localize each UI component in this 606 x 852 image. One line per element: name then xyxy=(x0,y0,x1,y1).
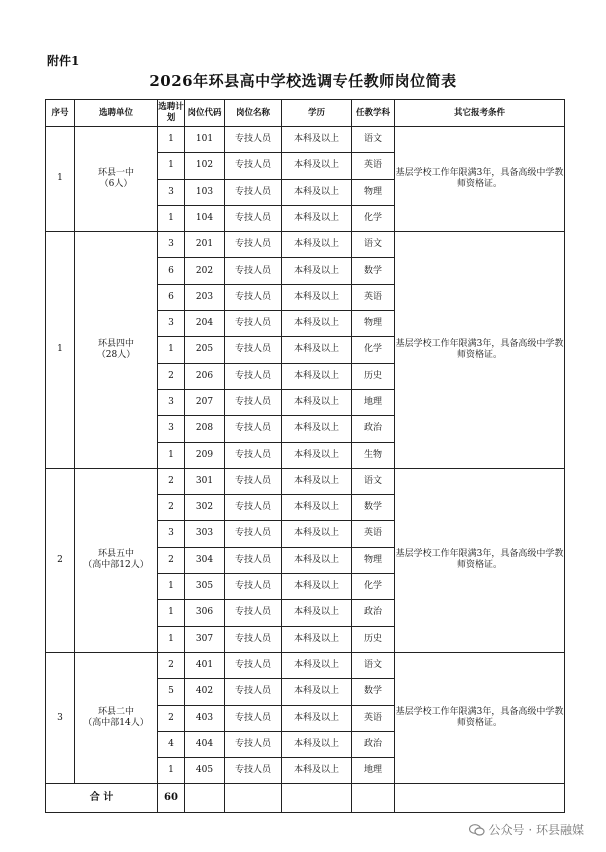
table-row xyxy=(46,652,565,678)
plan-cell: 3 xyxy=(158,311,185,337)
education-cell: 本科及以上 xyxy=(282,574,352,600)
conditions-cell: 基层学校工作年限满3年，具备高级中学教师资格证。 xyxy=(395,232,565,469)
education-cell: 本科及以上 xyxy=(282,705,352,731)
seq-cell: 3 xyxy=(46,652,75,783)
post-name-cell: 专技人员 xyxy=(225,652,282,678)
subject-cell: 数学 xyxy=(352,495,395,521)
total-empty-cell xyxy=(352,784,395,813)
education-cell: 本科及以上 xyxy=(282,416,352,442)
unit-count: （高中部12人） xyxy=(83,560,149,571)
subject-cell: 政治 xyxy=(352,600,395,626)
education-cell: 本科及以上 xyxy=(282,363,352,389)
post-name-cell: 专技人员 xyxy=(225,179,282,205)
post-name-cell: 专技人员 xyxy=(225,547,282,573)
code-cell: 401 xyxy=(185,652,225,678)
code-cell: 209 xyxy=(185,442,225,468)
education-cell: 本科及以上 xyxy=(282,626,352,652)
attachment-label: 附件1 xyxy=(47,54,80,68)
plan-cell: 1 xyxy=(158,626,185,652)
education-cell: 本科及以上 xyxy=(282,337,352,363)
education-cell: 本科及以上 xyxy=(282,127,352,153)
conditions-cell: 基层学校工作年限满3年，具备高级中学教师资格证。 xyxy=(395,652,565,783)
subject-cell: 政治 xyxy=(352,416,395,442)
education-cell: 本科及以上 xyxy=(282,258,352,284)
education-cell: 本科及以上 xyxy=(282,311,352,337)
education-cell: 本科及以上 xyxy=(282,468,352,494)
post-name-cell: 专技人员 xyxy=(225,284,282,310)
post-name-cell: 专技人员 xyxy=(225,758,282,784)
code-cell: 302 xyxy=(185,495,225,521)
plan-cell: 1 xyxy=(158,574,185,600)
subject-cell: 数学 xyxy=(352,679,395,705)
seq-cell: 1 xyxy=(46,127,75,232)
plan-cell: 6 xyxy=(158,258,185,284)
subject-cell: 地理 xyxy=(352,389,395,415)
education-cell: 本科及以上 xyxy=(282,600,352,626)
code-cell: 101 xyxy=(185,127,225,153)
plan-cell: 2 xyxy=(158,652,185,678)
subject-cell: 地理 xyxy=(352,758,395,784)
subject-cell: 化学 xyxy=(352,574,395,600)
code-cell: 403 xyxy=(185,705,225,731)
code-cell: 405 xyxy=(185,758,225,784)
unit-cell xyxy=(75,652,158,783)
subject-cell: 化学 xyxy=(352,337,395,363)
unit-name: 环县五中 xyxy=(97,549,134,560)
subject-cell: 语文 xyxy=(352,127,395,153)
post-name-cell: 专技人员 xyxy=(225,337,282,363)
post-name-cell: 专技人员 xyxy=(225,389,282,415)
unit-name: 环县一中 xyxy=(97,167,134,178)
subject-cell: 生物 xyxy=(352,442,395,468)
plan-cell: 2 xyxy=(158,705,185,731)
header-code: 岗位代码 xyxy=(185,100,225,127)
unit-count: （6人） xyxy=(99,179,133,190)
post-name-cell: 专技人员 xyxy=(225,495,282,521)
post-name-cell: 专技人员 xyxy=(225,153,282,179)
plan-cell: 1 xyxy=(158,442,185,468)
post-name-cell: 专技人员 xyxy=(225,521,282,547)
code-cell: 208 xyxy=(185,416,225,442)
code-cell: 304 xyxy=(185,547,225,573)
conditions-cell: 基层学校工作年限满3年，具备高级中学教师资格证。 xyxy=(395,127,565,232)
watermark xyxy=(469,821,584,838)
subject-cell: 语文 xyxy=(352,468,395,494)
unit-cell xyxy=(75,232,158,469)
post-name-cell: 专技人员 xyxy=(225,258,282,284)
post-name-cell: 专技人员 xyxy=(225,574,282,600)
post-name-cell: 专技人员 xyxy=(225,705,282,731)
total-empty-cell xyxy=(395,784,565,813)
document-title: 2026年环县高中学校选调专任教师岗位简表 xyxy=(149,72,457,90)
code-cell: 207 xyxy=(185,389,225,415)
plan-cell: 2 xyxy=(158,495,185,521)
table-header-row xyxy=(46,100,565,127)
education-cell: 本科及以上 xyxy=(282,389,352,415)
code-cell: 202 xyxy=(185,258,225,284)
code-cell: 404 xyxy=(185,731,225,757)
code-cell: 303 xyxy=(185,521,225,547)
code-cell: 103 xyxy=(185,179,225,205)
post-name-cell: 专技人员 xyxy=(225,600,282,626)
code-cell: 306 xyxy=(185,600,225,626)
subject-cell: 物理 xyxy=(352,311,395,337)
total-empty-cell xyxy=(225,784,282,813)
education-cell: 本科及以上 xyxy=(282,153,352,179)
subject-cell: 政治 xyxy=(352,731,395,757)
header-plan: 选聘计划 xyxy=(158,100,185,127)
table-row xyxy=(46,127,565,153)
plan-cell: 4 xyxy=(158,731,185,757)
subject-cell: 历史 xyxy=(352,626,395,652)
header-seq: 序号 xyxy=(46,100,75,127)
unit-count: （28人） xyxy=(96,350,136,361)
education-cell: 本科及以上 xyxy=(282,679,352,705)
header-post-name: 岗位名称 xyxy=(225,100,282,127)
subject-cell: 物理 xyxy=(352,547,395,573)
post-name-cell: 专技人员 xyxy=(225,626,282,652)
education-cell: 本科及以上 xyxy=(282,205,352,231)
plan-cell: 1 xyxy=(158,153,185,179)
table-body xyxy=(46,127,565,784)
code-cell: 305 xyxy=(185,574,225,600)
plan-cell: 1 xyxy=(158,600,185,626)
post-name-cell: 专技人员 xyxy=(225,468,282,494)
subject-cell: 英语 xyxy=(352,284,395,310)
education-cell: 本科及以上 xyxy=(282,495,352,521)
plan-cell: 6 xyxy=(158,284,185,310)
subject-cell: 语文 xyxy=(352,232,395,258)
plan-cell: 1 xyxy=(158,337,185,363)
seq-cell: 2 xyxy=(46,468,75,652)
subject-cell: 历史 xyxy=(352,363,395,389)
code-cell: 204 xyxy=(185,311,225,337)
total-empty-cell xyxy=(185,784,225,813)
subject-cell: 语文 xyxy=(352,652,395,678)
conditions-cell: 基层学校工作年限满3年，具备高级中学教师资格证。 xyxy=(395,468,565,652)
post-name-cell: 专技人员 xyxy=(225,311,282,337)
subject-cell: 英语 xyxy=(352,705,395,731)
subject-cell: 数学 xyxy=(352,258,395,284)
unit-count: （高中部14人） xyxy=(83,718,149,729)
plan-cell: 2 xyxy=(158,363,185,389)
watermark-text: 公众号 · 环县融媒 xyxy=(488,823,584,837)
total-empty-cell xyxy=(282,784,352,813)
plan-cell: 3 xyxy=(158,179,185,205)
code-cell: 102 xyxy=(185,153,225,179)
subject-cell: 英语 xyxy=(352,153,395,179)
code-cell: 201 xyxy=(185,232,225,258)
education-cell: 本科及以上 xyxy=(282,758,352,784)
header-subject: 任教学科 xyxy=(352,100,395,127)
header-unit: 选聘单位 xyxy=(75,100,158,127)
seq-cell: 1 xyxy=(46,232,75,469)
plan-cell: 3 xyxy=(158,389,185,415)
education-cell: 本科及以上 xyxy=(282,179,352,205)
unit-cell xyxy=(75,468,158,652)
code-cell: 206 xyxy=(185,363,225,389)
table-row xyxy=(46,232,565,258)
subject-cell: 物理 xyxy=(352,179,395,205)
total-label: 合 计 xyxy=(46,784,158,813)
education-cell: 本科及以上 xyxy=(282,652,352,678)
code-cell: 104 xyxy=(185,205,225,231)
plan-cell: 2 xyxy=(158,547,185,573)
education-cell: 本科及以上 xyxy=(282,521,352,547)
education-cell: 本科及以上 xyxy=(282,232,352,258)
plan-cell: 5 xyxy=(158,679,185,705)
plan-cell: 1 xyxy=(158,758,185,784)
unit-name: 环县二中 xyxy=(97,706,134,717)
plan-cell: 1 xyxy=(158,205,185,231)
subject-cell: 化学 xyxy=(352,205,395,231)
post-name-cell: 专技人员 xyxy=(225,731,282,757)
code-cell: 307 xyxy=(185,626,225,652)
unit-cell xyxy=(75,127,158,232)
plan-cell: 1 xyxy=(158,127,185,153)
plan-cell: 3 xyxy=(158,521,185,547)
post-name-cell: 专技人员 xyxy=(225,416,282,442)
post-name-cell: 专技人员 xyxy=(225,679,282,705)
education-cell: 本科及以上 xyxy=(282,442,352,468)
code-cell: 203 xyxy=(185,284,225,310)
positions-table xyxy=(45,99,565,813)
education-cell: 本科及以上 xyxy=(282,731,352,757)
table-row xyxy=(46,468,565,494)
code-cell: 301 xyxy=(185,468,225,494)
unit-name: 环县四中 xyxy=(97,338,134,349)
total-row xyxy=(46,784,565,813)
code-cell: 205 xyxy=(185,337,225,363)
post-name-cell: 专技人员 xyxy=(225,205,282,231)
code-cell: 402 xyxy=(185,679,225,705)
post-name-cell: 专技人员 xyxy=(225,127,282,153)
header-conditions: 其它报考条件 xyxy=(395,100,565,127)
total-value: 60 xyxy=(158,784,185,813)
plan-cell: 3 xyxy=(158,232,185,258)
header-education: 学历 xyxy=(282,100,352,127)
plan-cell: 3 xyxy=(158,416,185,442)
education-cell: 本科及以上 xyxy=(282,284,352,310)
plan-cell: 2 xyxy=(158,468,185,494)
post-name-cell: 专技人员 xyxy=(225,232,282,258)
post-name-cell: 专技人员 xyxy=(225,442,282,468)
subject-cell: 英语 xyxy=(352,521,395,547)
education-cell: 本科及以上 xyxy=(282,547,352,573)
post-name-cell: 专技人员 xyxy=(225,363,282,389)
wechat-icon xyxy=(469,824,485,836)
